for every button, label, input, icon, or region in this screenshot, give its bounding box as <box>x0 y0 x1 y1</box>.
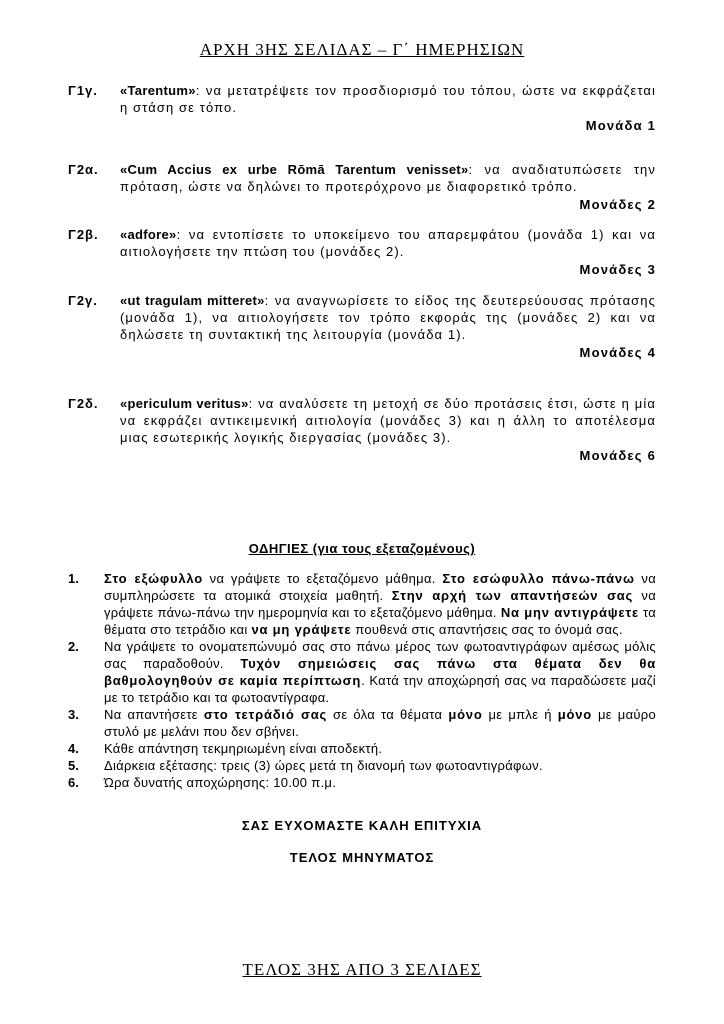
instruction-emphasis: Στο εσώφυλλο πάνω-πάνω <box>442 571 635 586</box>
instruction-number: 5. <box>68 758 79 773</box>
question-label: Γ2δ. <box>68 396 99 411</box>
instruction-text <box>104 757 656 774</box>
instruction-number: 6. <box>68 775 79 790</box>
question-body <box>120 82 656 116</box>
instruction-fragment: . Κατά την αποχώρησή σας να παραδώσετε μαζί με το τετράδιο και τα φωτοαντίγραφα. <box>104 673 656 705</box>
instruction-number: 1. <box>68 571 79 586</box>
question-term: «Cum Accius ex urbe Rōmā Tarentum venisset» <box>120 162 469 177</box>
question-g2d <box>68 395 656 464</box>
instruction-emphasis: Στην αρχή των απαντήσεών σας <box>391 588 634 603</box>
instruction-fragment: να γράψετε πάνω-πάνω την ημερομηνία και το εξεταζόμενο μάθημα. <box>104 588 657 620</box>
question-text: : να αναλύσετε τη μετοχή σε δύο προτάσεις έτσι, ώστε η μία να εκφράζει αντικειμενική αιτιολογία (μονάδες 3) και η άλλη το αποτέλεσμα μιας εσωτερικής λογικής διεργασίας (μονάδες 3). <box>120 396 657 445</box>
instruction-number: 2. <box>68 639 79 654</box>
instruction-fragment: Να γράψετε το ονοματεπώνυμό σας στο πάνω μέρος των φωτοαντιγράφων αμέσως μόλις σας παραδοθούν. <box>104 639 656 671</box>
instruction-fragment: Ώρα δυνατής αποχώρησης: 10.00 π.μ. <box>104 775 337 790</box>
instruction-item <box>68 570 656 638</box>
question-label: Γ1γ. <box>68 83 98 98</box>
question-text: : να αναγνωρίσετε το είδος της δευτερεύουσας πρότασης (μονάδα 1), να αιτιολογήσετε τον τρόπο εκφοράς της (μονάδες 2) και να δηλώσετε τη συντακτική της λειτουργία (μονάδα 1). <box>120 293 657 342</box>
question-marks: Μονάδες 3 <box>579 262 656 277</box>
question-text: : να μετατρέψετε τον προσδιορισμό του τόπου, ώστε να εκφράζεται η στάση σε τόπο. <box>120 83 656 115</box>
instruction-item <box>68 757 656 774</box>
instruction-fragment: πουθενά στις απαντήσεις σας το όνομά σας. <box>351 622 623 637</box>
question-body <box>120 395 656 446</box>
instruction-emphasis: στο τετράδιό σας <box>203 707 328 722</box>
question-g2b <box>68 226 656 278</box>
instruction-emphasis: μόνο <box>448 707 483 722</box>
instruction-fragment: να συμπληρώσετε τα ατομικά στοιχεία μαθητή. <box>104 571 657 603</box>
closing-end: ΤΕΛΟΣ ΜΗΝΥΜΑΤΟΣ <box>289 850 435 865</box>
instruction-fragment: Να απαντήσετε <box>104 707 204 722</box>
instruction-text <box>104 570 656 638</box>
instruction-fragment: Διάρκεια εξέτασης: τρεις (3) ώρες μετά τη διανομή των φωτοαντιγράφων. <box>104 758 543 773</box>
question-g2a <box>68 161 656 213</box>
question-body <box>120 161 656 195</box>
question-marks: Μονάδες 6 <box>579 448 656 463</box>
instruction-item <box>68 774 656 791</box>
instruction-fragment: τα θέματα στο τετράδιο και <box>104 605 657 637</box>
question-marks: Μονάδες 2 <box>579 197 656 212</box>
question-text: : να εντοπίσετε το υποκείμενο του απαρεμφάτου (μονάδα 1) και να αιτιολογήσετε την πτώση του (μονάδες 2). <box>120 227 656 259</box>
question-marks: Μονάδα 1 <box>585 118 656 133</box>
question-term: «adfore» <box>120 227 177 242</box>
instruction-item <box>68 706 656 740</box>
question-term: «ut tragulam mitteret» <box>120 293 265 308</box>
instruction-emphasis: μόνο <box>557 707 592 722</box>
instruction-fragment: Κάθε απάντηση τεκμηριωμένη είναι αποδεκτή. <box>104 741 383 756</box>
question-body <box>120 292 656 343</box>
instruction-fragment: να γράψετε το εξεταζόμενο μάθημα. <box>202 571 443 586</box>
question-g2c <box>68 292 656 361</box>
instructions-title: ΟΔΗΓΙΕΣ (για τους εξεταζομένους) <box>248 541 476 556</box>
instruction-fragment: σε όλα τα θέματα <box>327 707 449 722</box>
question-g1c <box>68 82 656 134</box>
question-body <box>120 226 656 260</box>
question-label: Γ2γ. <box>68 293 98 308</box>
question-term: «Tarentum» <box>120 83 196 98</box>
instruction-emphasis: να μη γράψετε <box>251 622 352 637</box>
question-marks: Μονάδες 4 <box>579 345 656 360</box>
instruction-number: 3. <box>68 707 79 722</box>
instruction-item <box>68 638 656 706</box>
instructions-list <box>68 570 656 791</box>
closing-wish: ΣΑΣ ΕΥΧΟΜΑΣΤΕ ΚΑΛΗ ΕΠΙΤΥΧΙΑ <box>241 818 483 833</box>
question-label: Γ2β. <box>68 227 99 242</box>
instruction-text <box>104 774 656 791</box>
question-label: Γ2α. <box>68 162 99 177</box>
instruction-emphasis: Τυχόν σημειώσεις σας πάνω στα θέματα δεν θα βαθμολογηθούν σε καμία περίπτωση <box>104 656 657 688</box>
page-header: ΑΡΧΗ 3ΗΣ ΣΕΛΙΔΑΣ – Γ΄ ΗΜΕΡΗΣΙΩΝ <box>199 40 525 59</box>
page-footer: ΤΕΛΟΣ 3ΗΣ ΑΠΟ 3 ΣΕΛΙΔΕΣ <box>242 960 482 979</box>
instruction-item <box>68 740 656 757</box>
instruction-emphasis: Να μην αντιγράψετε <box>500 605 639 620</box>
question-text: : να αναδιατυπώσετε την πρόταση, ώστε να δηλώνει το προτερόχρονο με διαφορετικό τρόπο. <box>120 162 656 194</box>
instruction-text <box>104 706 656 740</box>
instruction-emphasis: Στο εξώφυλλο <box>104 571 203 586</box>
question-term: «periculum veritus» <box>120 396 249 411</box>
instruction-fragment: με μαύρο στυλό με μελάνι που δεν σβήνει. <box>104 707 657 739</box>
instruction-text <box>104 740 656 757</box>
instruction-number: 4. <box>68 741 79 756</box>
instruction-fragment: με μπλε ή <box>482 707 558 722</box>
instruction-text <box>104 638 656 706</box>
